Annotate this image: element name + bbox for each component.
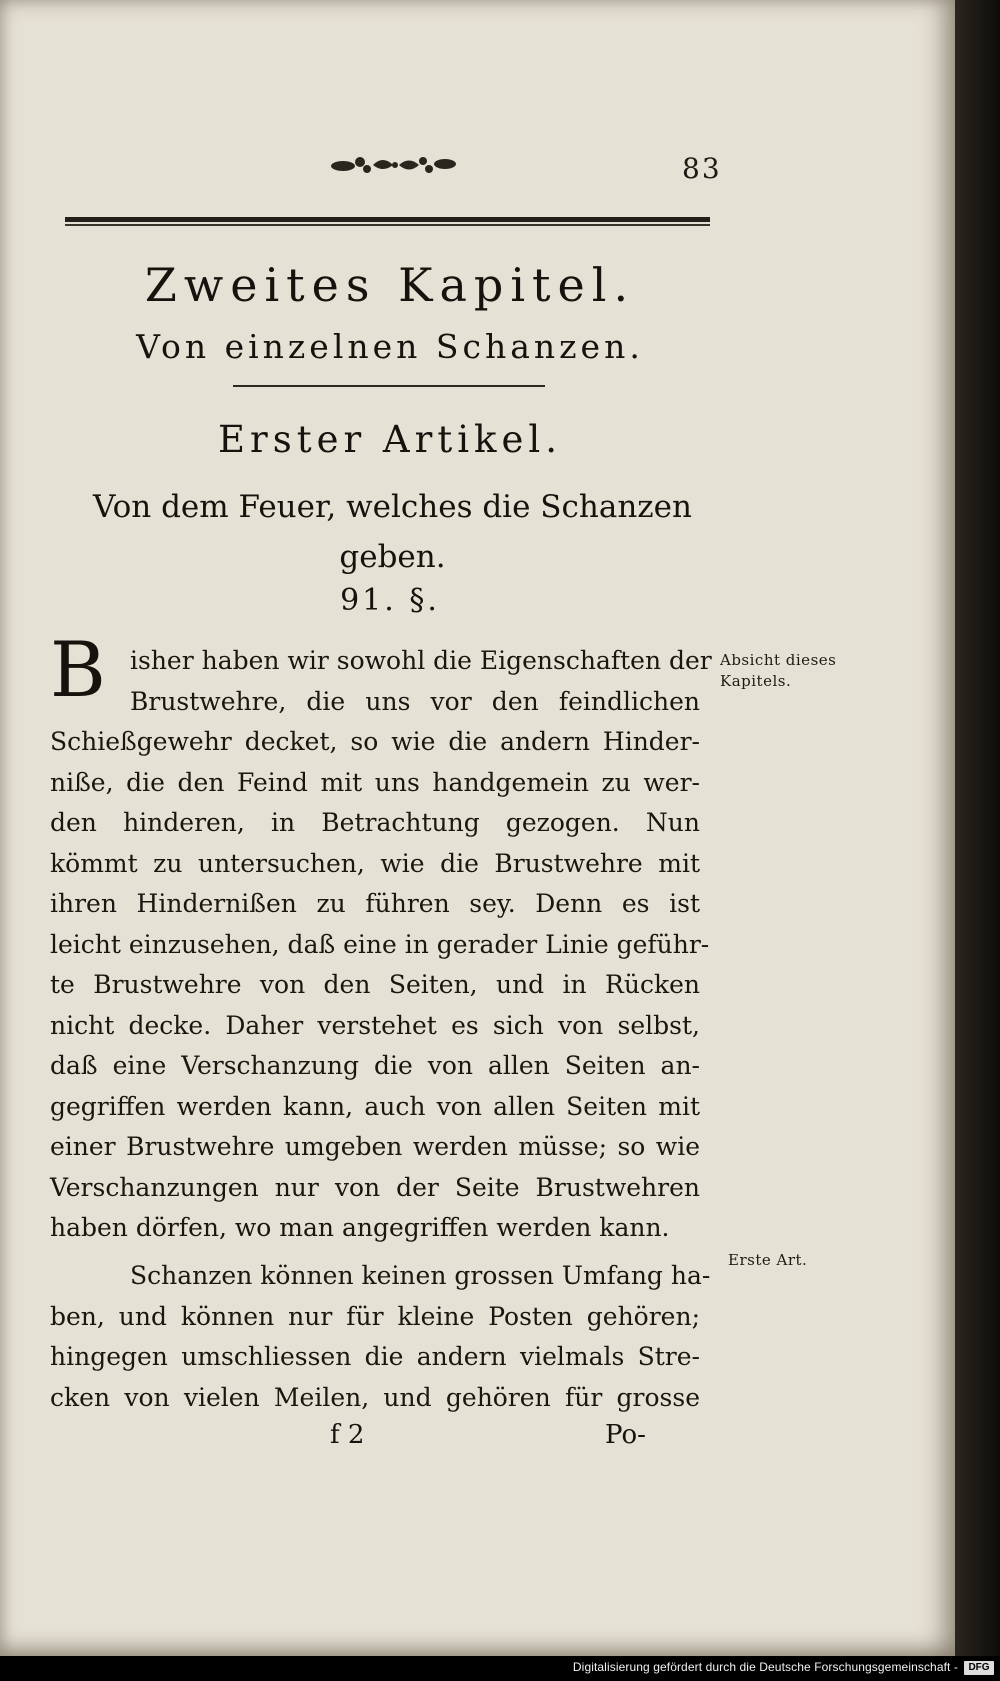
text-line: isher haben wir sowohl die Eigenschaften der <box>130 646 712 675</box>
text-line: kömmt zu untersuchen, wie die Brustwehre mit <box>50 848 700 878</box>
signature-mark: f 2 <box>330 1420 365 1450</box>
text-line: daß eine Verschanzung die von allen Seiten an- <box>50 1051 700 1080</box>
drop-cap: B <box>50 625 106 714</box>
margin-note-2: Erste Art. <box>728 1251 808 1269</box>
article-title: Erster Artikel. <box>218 418 562 461</box>
text-line: den hinderen, in Betrachtung gezogen. Nun <box>50 808 700 837</box>
margin-note <box>720 650 836 692</box>
text-line: cken von vielen Meilen, und gehören für grosse <box>50 1382 700 1412</box>
text-line: nicht decke. Daher verstehet es sich von selbst, <box>50 1010 700 1040</box>
text-line: niße, die den Feind mit uns handgemein zu wer- <box>50 767 700 797</box>
header-rule <box>65 217 710 222</box>
text-line: gegriffen werden kann, auch von allen Seiten mit <box>50 1091 700 1121</box>
book-gutter <box>955 0 1000 1656</box>
footer-bar <box>0 1656 1000 1681</box>
article-subtitle-line: geben. <box>339 539 446 575</box>
catchword: Po- <box>605 1420 646 1450</box>
text-line: ihren Hindernißen zu führen sey. Denn es ist <box>50 889 700 918</box>
text-line: ben, und können nur für kleine Posten gehören; <box>50 1301 700 1331</box>
chapter-title: Zweites Kapitel. <box>144 258 636 312</box>
paragraph-1 <box>50 641 712 1249</box>
chapter-subtitle: Von einzelnen Schanzen. <box>136 327 644 366</box>
header-rule-thin <box>65 224 710 226</box>
text-line: Verschanzungen nur von der Seite Brustwehren <box>50 1172 700 1202</box>
article-subtitle <box>90 482 695 582</box>
text-line: Schießgewehr decket, so wie die andern Hinder- <box>50 727 700 756</box>
text-line: Schanzen können keinen grossen Umfang ha- <box>130 1261 711 1290</box>
page-number: 83 <box>682 152 722 185</box>
article-subtitle-line: Von dem Feuer, welches die Schanzen <box>93 489 692 525</box>
dfg-logo-icon: DFG <box>964 1661 994 1675</box>
paragraph-2 <box>50 1256 711 1418</box>
text-line: hingegen umschliessen die andern vielmals Stre- <box>50 1342 700 1371</box>
divider-rule <box>233 385 545 387</box>
text-line: te Brustwehre von den Seiten, und in Rücken <box>50 970 700 999</box>
margin-note-line: Kapitels. <box>720 672 792 690</box>
text-line: einer Brustwehre umgeben werden müsse; so wie <box>50 1132 700 1161</box>
footer-credit: Digitalisierung gefördert durch die Deutsche Forschungsgemeinschaft - <box>572 1660 958 1674</box>
text-line: leicht einzusehen, daß eine in gerader Linie geführ- <box>50 929 710 959</box>
section-number: 91. §. <box>340 583 440 618</box>
margin-note-line: Absicht dieses <box>720 651 837 669</box>
text-line: haben dörfen, wo man angegriffen werden kann. <box>50 1213 670 1242</box>
ornament-icon <box>325 150 460 180</box>
text-line: Brustwehre, die uns vor den feindlichen <box>130 686 700 716</box>
